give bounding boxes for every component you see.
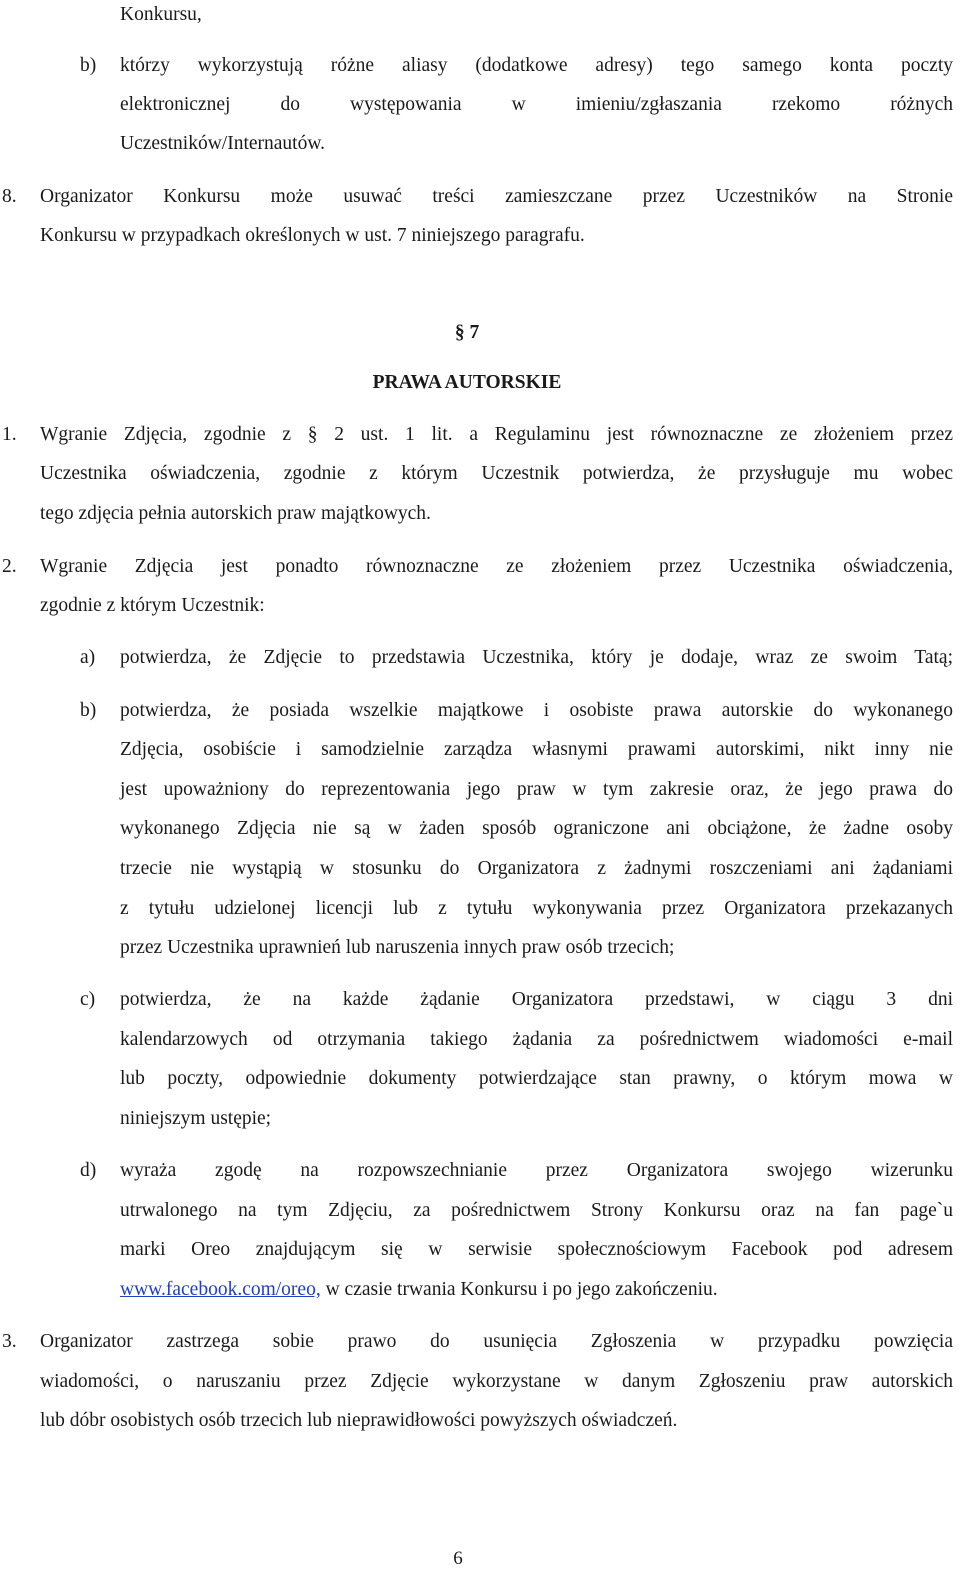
section-title: PRAWA AUTORSKIE [372, 372, 562, 393]
text-line: Uczestnika oświadczenia, zgodnie z którym Uczestnik potwierdza, że przysługuje mu wobec [40, 463, 953, 484]
paragraph-number: 1. [2, 424, 17, 445]
text-line: trzecie nie wystąpią w stosunku do Organizatora z żadnymi roszczeniami ani żądaniami [120, 858, 953, 879]
text-line: Konkursu w przypadkach określonych w ust. 7 niniejszego paragrafu. [40, 225, 585, 246]
list-label: d) [80, 1160, 97, 1181]
text-line: Wgranie Zdjęcia, zgodnie z § 2 ust. 1 lit. a Regulaminu jest równoznaczne ze złożeniem przez [40, 424, 953, 445]
facebook-link[interactable]: www.facebook.com/oreo, [120, 1279, 321, 1300]
text-line: Uczestników/Internautów. [120, 133, 326, 154]
text-line: Zdjęcia, osobiście i samodzielnie zarządza własnymi prawami autorskimi, nikt inny nie [120, 739, 953, 760]
text-line: potwierdza, że Zdjęcie to przedstawia Uczestnika, który je dodaje, wraz ze swoim Tatą; [120, 647, 953, 668]
text-line: Organizator zastrzega sobie prawo do usunięcia Zgłoszenia w przypadku powzięcia [40, 1331, 953, 1352]
text-line: niniejszym ustępie; [120, 1108, 272, 1129]
text-line [120, 1278, 718, 1302]
text-line: wykonanego Zdjęcia nie są w żaden sposób ograniczone ani obciążone, że żadne osoby [120, 818, 953, 839]
list-label: b) [80, 700, 97, 721]
list-label: c) [80, 989, 96, 1010]
text-line: którzy wykorzystują różne aliasy (dodatkowe adresy) tego samego konta poczty [120, 55, 953, 76]
text-line: kalendarzowych od otrzymania takiego żądania za pośrednictwem wiadomości e-mail [120, 1029, 953, 1050]
text-line: lub poczty, odpowiednie dokumenty potwierdzające stan prawny, o którym mowa w [120, 1068, 953, 1089]
text-line: marki Oreo znajdującym się w serwisie społecznościowym Facebook pod adresem [120, 1239, 953, 1260]
text-line: wyraża zgodę na rozpowszechnianie przez Organizatora swojego wizerunku [120, 1160, 953, 1181]
list-label: b) [80, 55, 97, 76]
text-line: potwierdza, że posiada wszelkie majątkowe i osobiste prawa autorskie do wykonanego [120, 700, 953, 721]
text-line: tego zdjęcia pełnia autorskich praw majątkowych. [40, 503, 431, 524]
text-line: lub dóbr osobistych osób trzecich lub nieprawidłowości powyższych oświadczeń. [40, 1410, 678, 1431]
text-line: Wgranie Zdjęcia jest ponadto równoznaczne ze złożeniem przez Uczestnika oświadczenia, [40, 556, 953, 577]
paragraph-number: 3. [2, 1331, 17, 1352]
text-fragment: w czasie trwania Konkursu i po jego zakończeniu. [320, 1279, 718, 1300]
text-line: Konkursu, [120, 4, 202, 25]
text-line: wiadomości, o naruszaniu przez Zdjęcie wykorzystane w danym Zgłoszeniu praw autorskich [40, 1371, 953, 1392]
text-line: utrwalonego na tym Zdjęciu, za pośrednictwem Strony Konkursu oraz na fan page`u [120, 1200, 953, 1221]
text-line: z tytułu udzielonej licencji lub z tytułu wykonywania przez Organizatora przekazanych [120, 898, 953, 919]
list-label: a) [80, 647, 96, 668]
text-line: jest upoważniony do reprezentowania jego praw w tym zakresie oraz, że jego prawa do [120, 779, 953, 800]
text-line: potwierdza, że na każde żądanie Organizatora przedstawi, w ciągu 3 dni [120, 989, 953, 1010]
section-number: § 7 [454, 322, 480, 343]
text-line: Organizator Konkursu może usuwać treści zamieszczane przez Uczestników na Stronie [40, 186, 953, 207]
text-line: przez Uczestnika uprawnień lub naruszenia innych praw osób trzecich; [120, 937, 675, 958]
text-line: elektronicznej do występowania w imieniu/zgłaszania rzekomo różnych [120, 94, 953, 115]
paragraph-number: 8. [2, 186, 17, 207]
text-line: zgodnie z którym Uczestnik: [40, 595, 265, 616]
paragraph-number: 2. [2, 556, 17, 577]
page-number: 6 [453, 1548, 463, 1569]
